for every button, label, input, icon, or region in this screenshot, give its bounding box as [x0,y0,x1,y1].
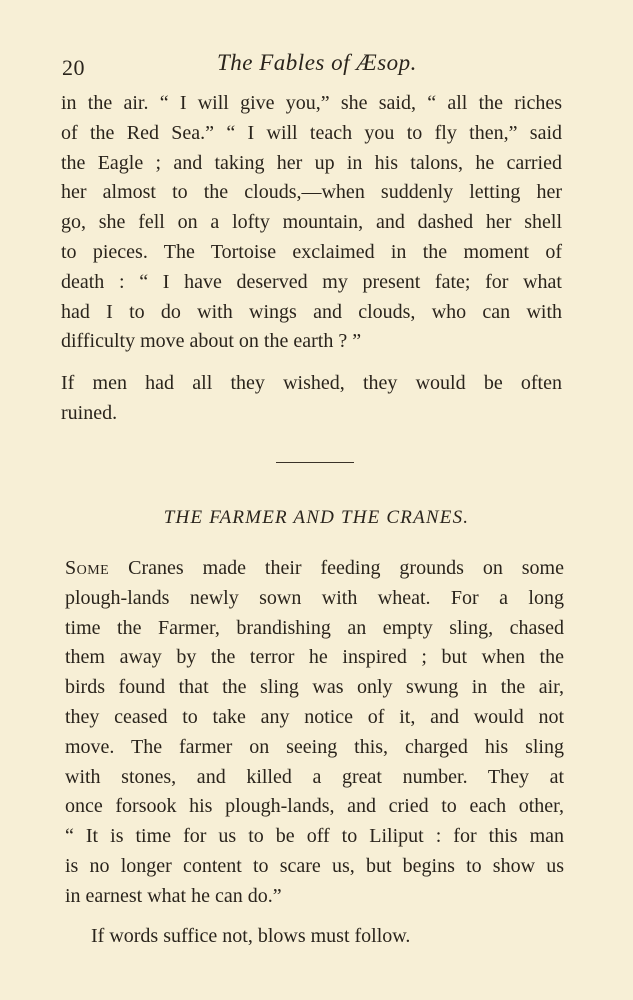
page-header [62,50,573,82]
text-line: in earnest what he can do.” [65,884,282,907]
opening-word: Some [65,557,110,579]
fable-continuation-paragraph [61,89,562,357]
text-line: with stones, and killed a great number. They at [65,765,564,788]
fable-body-paragraph [65,554,564,912]
text-line: to pieces. The Tortoise exclaimed in the moment of [61,240,562,263]
text-line: had I to do with wings and clouds, who can with [61,300,562,323]
text-line: birds found that the sling was only swung in the air, [65,676,564,699]
text-line: time the Farmer, brandishing an empty sling, chased [65,616,564,639]
first-line-text: Cranes made their feeding grounds on some [109,557,564,579]
text-line: move. The farmer on seeing this, charged his sling [65,735,564,758]
moral-paragraph: If words suffice not, blows must follow. [91,925,411,947]
text-line: go, she fell on a lofty mountain, and dashed her shell [61,211,562,234]
text-line: ruined. [61,401,118,424]
text-line: the Eagle ; and taking her up in his talons, he carried [61,151,562,174]
text-line: is no longer content to scare us, but begins to show us [65,854,564,877]
text-line: plough-lands newly sown with wheat. For a long [65,586,564,609]
fable-title: THE FARMER AND THE CRANES. [163,507,470,528]
text-line-first [65,554,564,584]
text-line: them away by the terror he inspired ; but when the [65,646,564,669]
text-line: of the Red Sea.” “ I will teach you to fly then,” said [61,121,562,144]
text-line: “ It is time for us to be off to Liliput : for this man [65,825,564,848]
section-divider [276,462,354,463]
text-line: If men had all they wished, they would be often [61,372,562,394]
moral-paragraph [61,369,562,429]
running-title: The Fables of Æsop. [217,50,417,75]
page-number: 20 [62,55,85,80]
text-line: her almost to the clouds,—when suddenly letting her [61,181,562,204]
text-line: in the air. “ I will give you,” she said, “ all the riches [61,92,562,114]
text-line: they ceased to take any notice of it, and would not [65,705,564,728]
text-line: difficulty move about on the earth ? ” [61,330,362,353]
text-line: death : “ I have deserved my present fate; for what [61,270,562,293]
text-line: once forsook his plough-lands, and cried to each other, [65,795,564,818]
